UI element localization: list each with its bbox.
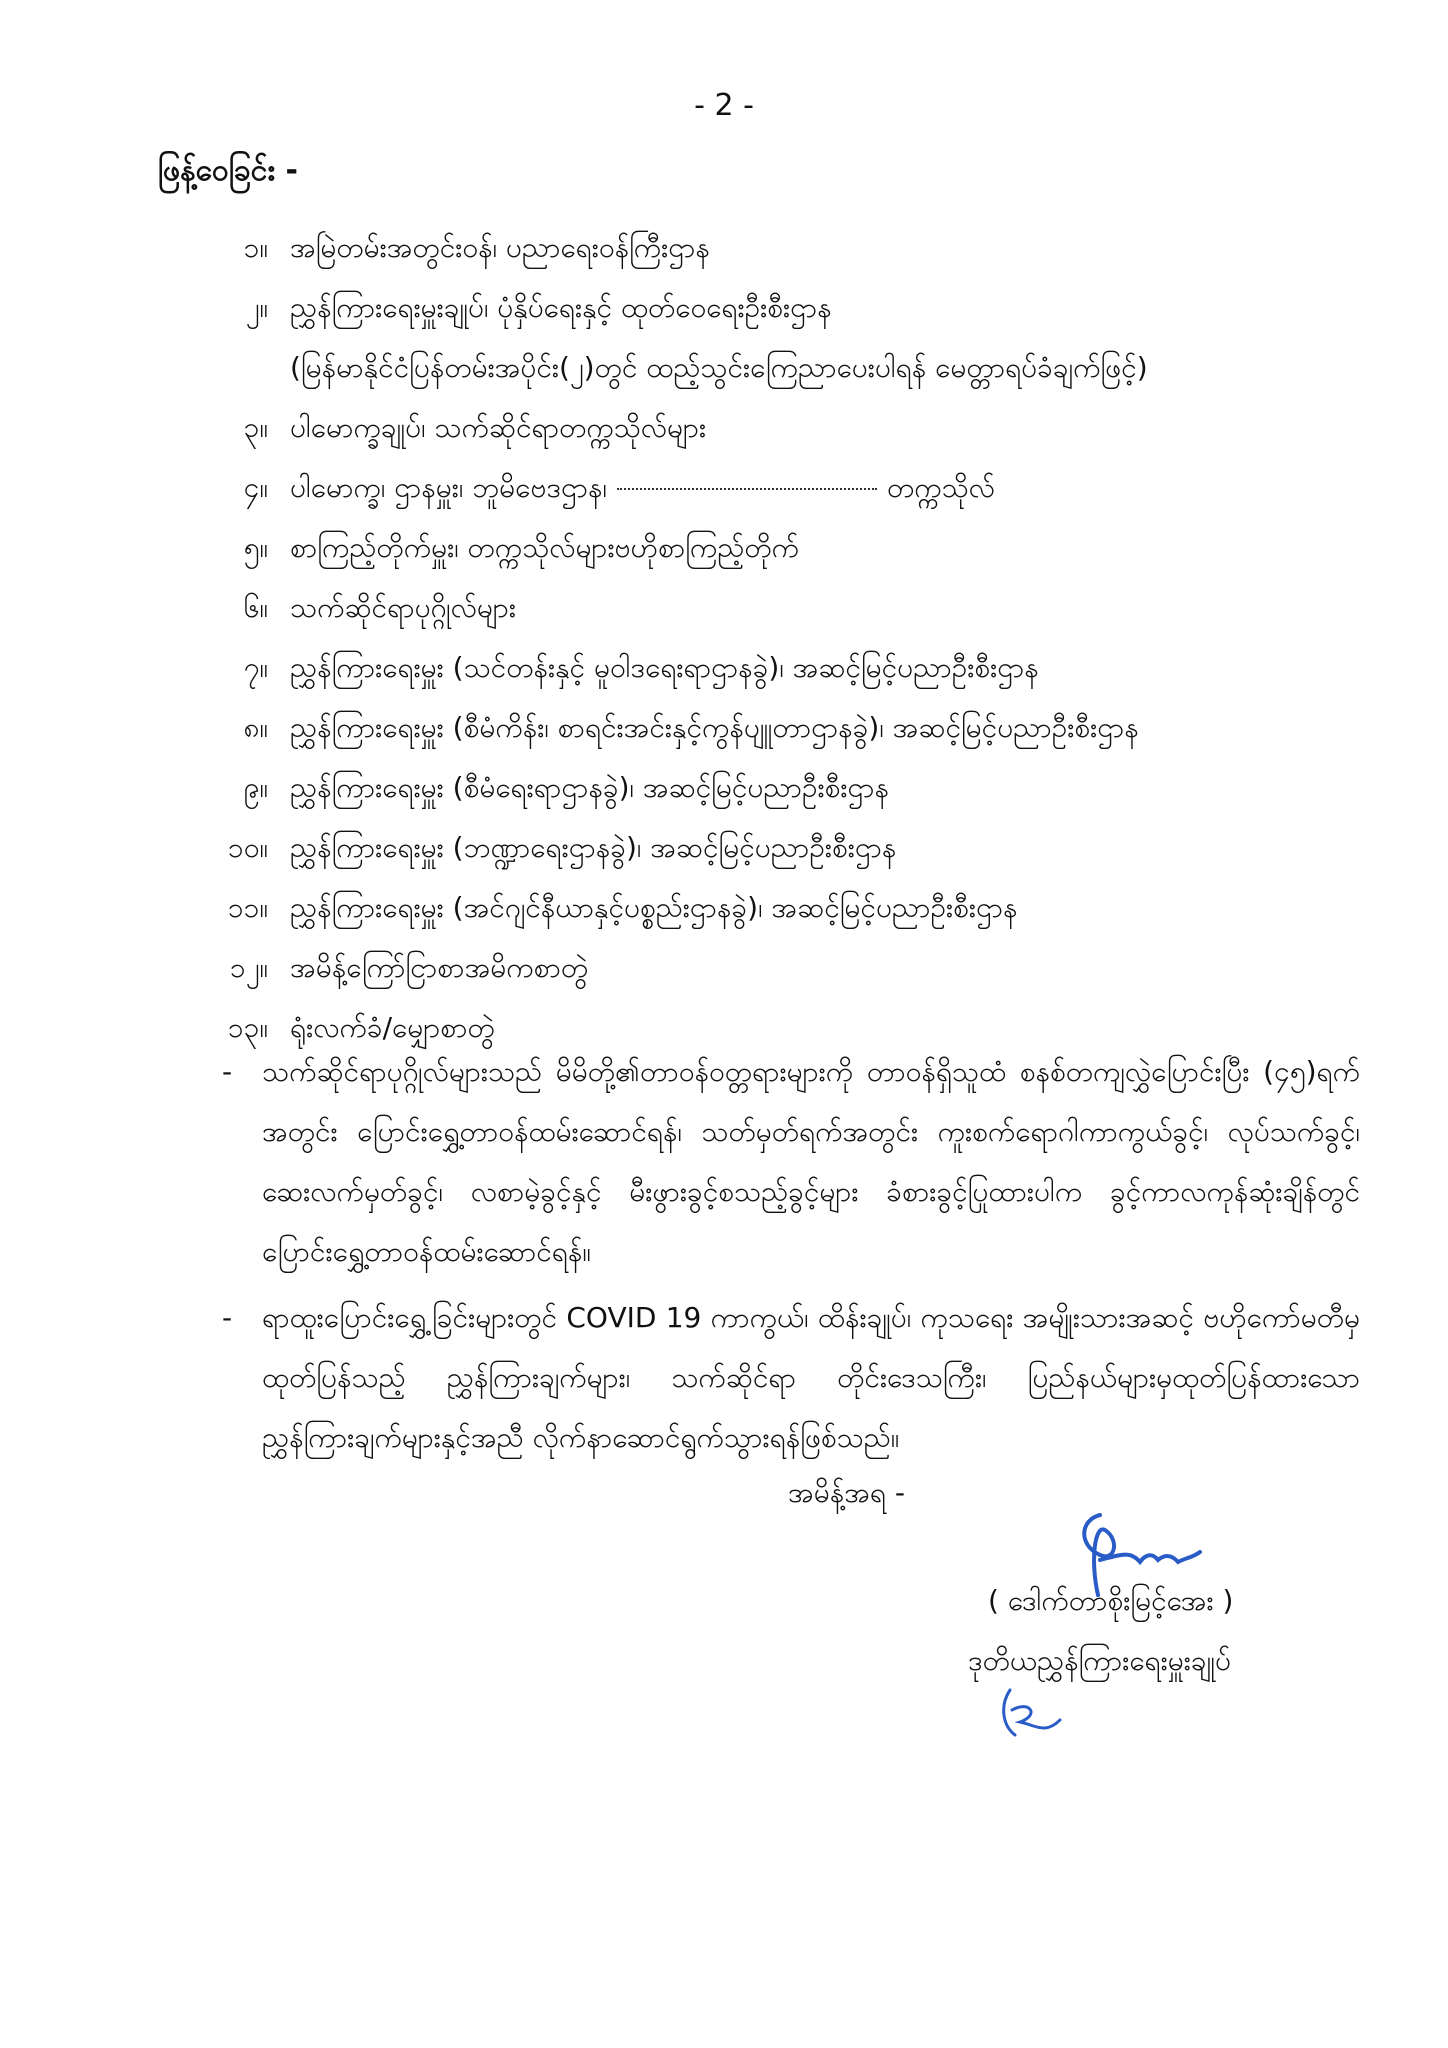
list-item [0, 698, 1448, 758]
list-item [0, 938, 1448, 998]
item-text-suffix: တက္ကသိုလ် [886, 471, 995, 504]
list-item [0, 518, 1448, 578]
item-text: ညွှန်ကြားရေးမှူး (စီမံကိန်း၊ စာရင်းအင်းနှင့်ကွန်ပျူတာဌာနခွဲ)၊ အဆင့်မြင့်ပညာဦးစီးဌာန [290, 711, 1139, 744]
item-text: ပါမောက္ခချုပ်၊ သက်ဆိုင်ရာတက္ကသိုလ်များ [290, 411, 707, 444]
item-text-group [290, 278, 1148, 398]
item-number: ၈။ [243, 711, 268, 744]
item-text: သက်ဆိုင်ရာပုဂ္ဂိုလ်များ [290, 591, 516, 624]
item-text: ညွှန်ကြားရေးမှူးချုပ်၊ ပုံနှိပ်ရေးနှင့် ထုတ်ဝေရေးဦးစီးဌာန [290, 291, 832, 324]
note-item [0, 1042, 1448, 1282]
closing-by-order: အမိန့်အရ - [788, 1476, 905, 1509]
item-number: ၉။ [243, 771, 268, 804]
item-number: ၁။ [243, 231, 268, 264]
item-number: ၇။ [243, 651, 268, 684]
list-item [0, 398, 1448, 458]
list-item [0, 458, 1448, 518]
item-number: ၂။ [245, 291, 268, 324]
note-text: ရာထူးပြောင်းရွှေ့ခြင်းများတွင် COVID 19 ကာကွယ်၊ ထိန်းချုပ်၊ ကုသရေး အမျိုးသားအဆင့် ဗဟိုကော်မတီမှထုတ်ပြန်သည့် ညွှန်ကြားချက်များ၊ သက်ဆိုင်ရာ တိုင်းဒေသကြီး၊ ပြည်နယ်များမှထုတ်ပြန်ထားသောညွှန်ကြားချက်များနှင့်အညီ လိုက်နာဆောင်ရွက်သွားရန်ဖြစ်သည်။ [262, 1301, 1360, 1454]
list-item [0, 218, 1448, 278]
item-text: ညွှန်ကြားရေးမှူး (သင်တန်းနှင့် မူဝါဒရေးရာဌာနခွဲ)၊ အဆင့်မြင့်ပညာဦးစီးဌာန [290, 651, 1039, 684]
item-text: စာကြည့်တိုက်မှူး၊ တက္ကသိုလ်များဗဟိုစာကြည့်တိုက် [290, 531, 800, 564]
list-item [0, 278, 1448, 398]
distribution-list [0, 218, 1448, 1058]
note-text: သက်ဆိုင်ရာပုဂ္ဂိုလ်များသည် မိမိတို့၏တာဝန်ဝတ္တရားများကို တာဝန်ရှိသူထံ စနစ်တကျလွှဲပြောင်းပြီး (၄၅)ရက်အတွင်း ပြောင်းရွှေ့တာဝန်ထမ်းဆောင်ရန်၊ သတ်မှတ်ရက်အတွင်း ကူးစက်ရောဂါကာကွယ်ခွင့်၊ လုပ်သက်ခွင့်၊ ဆေးလက်မှတ်ခွင့်၊ လစာမဲ့ခွင့်နှင့် မီးဖွားခွင့်စသည့်ခွင့်များ ခံစားခွင့်ပြုထားပါက ခွင့်ကာလကုန်ဆုံးချိန်တွင် ပြောင်းရွှေ့တာဝန်ထမ်းဆောင်ရန်။ [262, 1055, 1360, 1268]
note-dash: - [222, 1301, 233, 1334]
item-text: ပါမောက္ခ၊ ဌာနမှူး၊ ဘူမိဗေဒဌာန၊ [290, 471, 607, 504]
signatory-title: ဒုတိယညွှန်ကြားရေးမှူးချုပ် [968, 1644, 1231, 1677]
item-text-group [290, 458, 995, 518]
item-number: ၁၃။ [228, 1011, 268, 1044]
blank-fill-line [617, 488, 877, 490]
note-dash: - [222, 1055, 233, 1088]
item-number: ၄။ [243, 471, 268, 504]
signatory-name: ( ဒေါက်တာစိုးမြင့်အေး ) [988, 1584, 1234, 1617]
page-number: - 2 - [694, 88, 754, 123]
note-item [0, 1288, 1448, 1468]
instruction-notes [0, 1042, 1448, 1474]
list-item [0, 638, 1448, 698]
item-text-continuation: (မြန်မာနိုင်ငံပြန်တမ်းအပိုင်း(၂)တွင် ထည့်သွင်းကြေညာပေးပါရန် မေတ္တာရပ်ခံချက်ဖြင့်) [290, 351, 1148, 384]
distribution-heading: ဖြန့်ဝေခြင်း - [158, 153, 298, 188]
initial-mark [990, 1680, 1070, 1750]
item-text: ရုံးလက်ခံ/မျှောစာတွဲ [290, 1011, 495, 1044]
item-text: ညွှန်ကြားရေးမှူး (အင်ဂျင်နီယာနှင့်ပစ္စည်းဌာနခွဲ)၊ အဆင့်မြင့်ပညာဦးစီးဌာန [290, 891, 1018, 924]
item-text: အမိန့်ကြော်ငြာစာအမိကစာတွဲ [290, 951, 589, 984]
list-item [0, 878, 1448, 938]
item-text: ညွှန်ကြားရေးမှူး (ဘဏ္ဍာရေးဌာနခွဲ)၊ အဆင့်မြင့်ပညာဦးစီးဌာန [290, 831, 897, 864]
item-text: အမြဲတမ်းအတွင်းဝန်၊ ပညာရေးဝန်ကြီးဌာန [290, 231, 710, 264]
item-number: ၁၀။ [228, 831, 268, 864]
list-item [0, 758, 1448, 818]
list-item [0, 578, 1448, 638]
list-item [0, 818, 1448, 878]
item-number: ၁၂။ [230, 951, 268, 984]
item-number: ၁၁။ [228, 891, 268, 924]
item-number: ၃။ [243, 411, 268, 444]
item-number: ၆။ [243, 591, 268, 624]
item-text: ညွှန်ကြားရေးမှူး (စီမံရေးရာဌာနခွဲ)၊ အဆင့်မြင့်ပညာဦးစီးဌာန [290, 771, 889, 804]
item-number: ၅။ [243, 531, 268, 564]
